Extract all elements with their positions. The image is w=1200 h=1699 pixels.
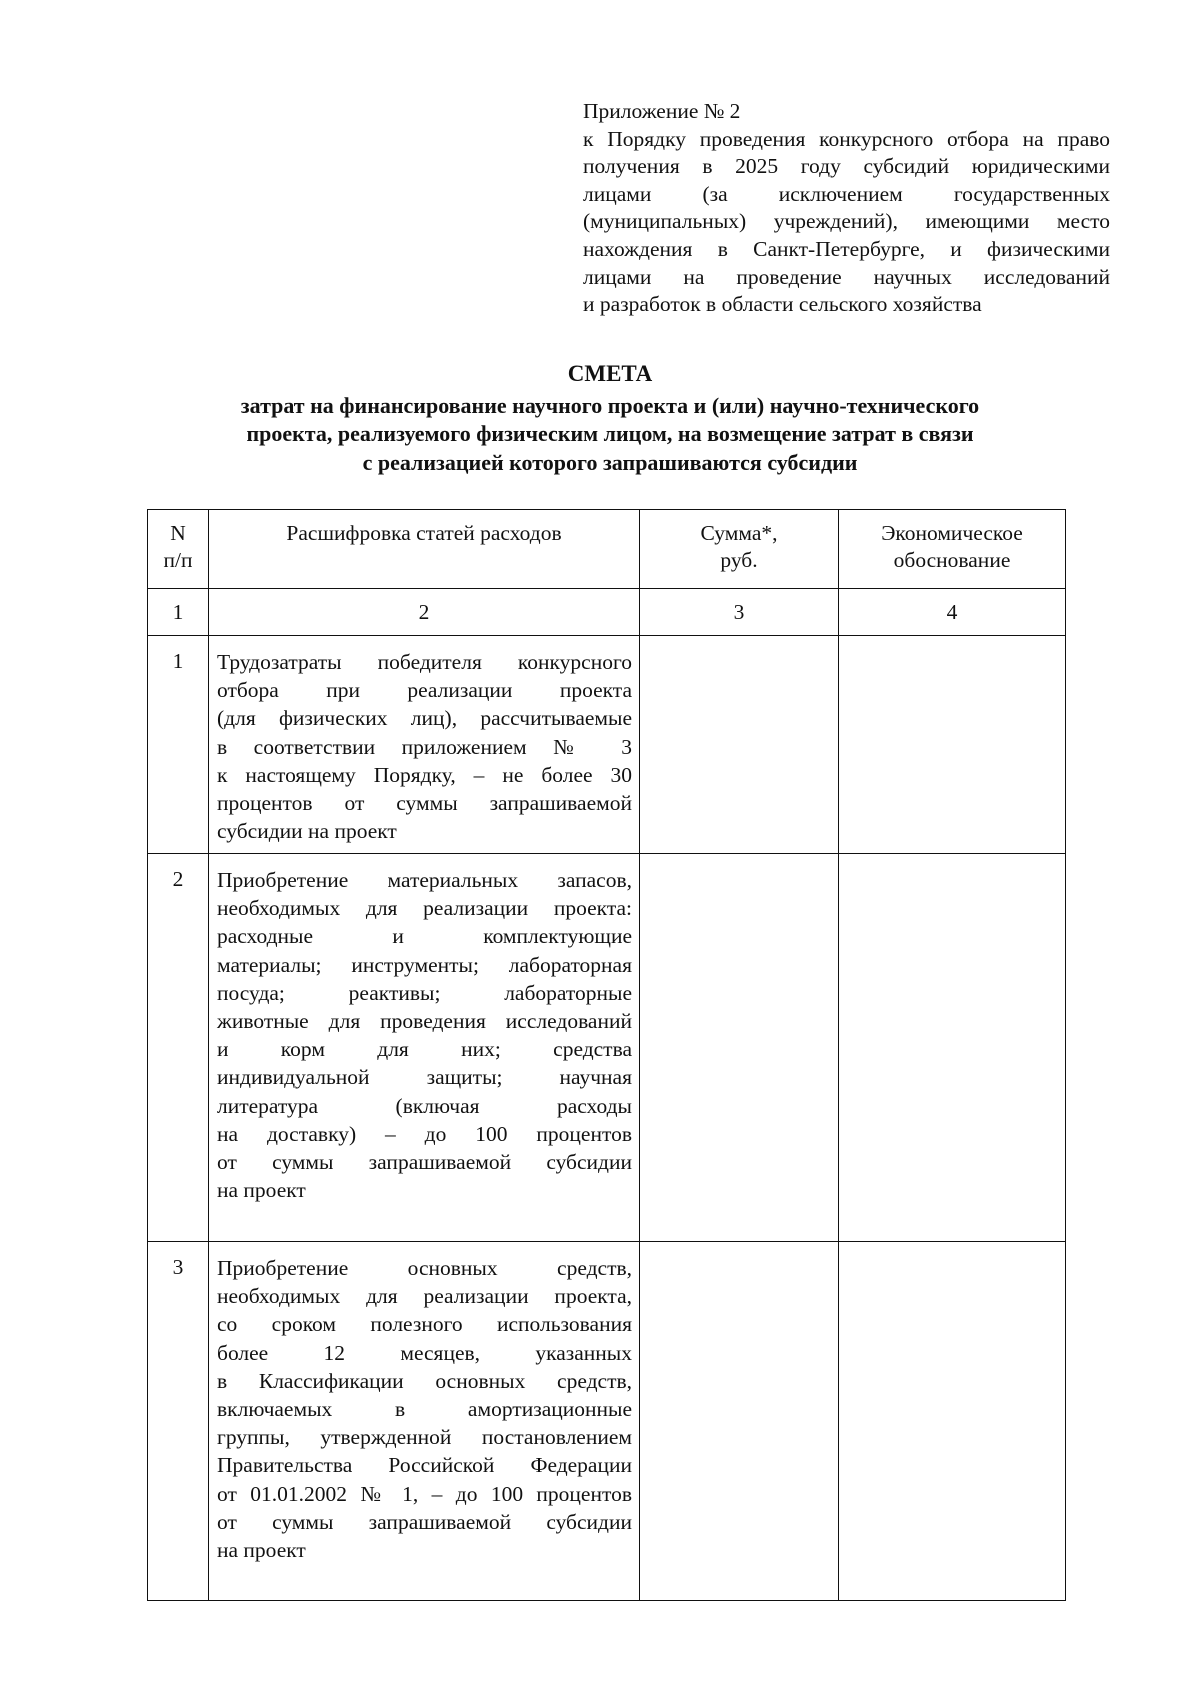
appendix-line: к Порядку проведения конкурсного отбора на право	[583, 126, 1110, 151]
description-line: литература (включая расходы	[217, 1093, 632, 1118]
appendix-line: нахождения в Санкт-Петербурге, и физическими	[583, 236, 1110, 261]
table-row	[148, 636, 1066, 854]
column-number: 1	[148, 589, 209, 636]
row-number: 2	[148, 854, 209, 1242]
description-line: индивидуальной защиты; научная	[217, 1065, 632, 1090]
header-description	[209, 510, 640, 589]
header-text: Расшифровка статей расходов	[286, 521, 562, 545]
row-sum-cell	[640, 854, 839, 1242]
appendix-line: (муниципальных) учреждений), имеющими место	[583, 209, 1110, 234]
description-line: Приобретение основных средств,	[217, 1256, 632, 1280]
row-description	[209, 636, 640, 854]
header-justification	[839, 510, 1066, 589]
header-number	[148, 510, 209, 589]
title-subline: затрат на финансирование научного проекта и (или) научно-технического	[240, 392, 980, 418]
description-line: к настоящему Порядку, – не более 30	[217, 762, 632, 787]
appendix-line: получения в 2025 году субсидий юридическими	[583, 154, 1110, 179]
column-number: 4	[839, 589, 1066, 636]
appendix-line: лицами (за исключением государственных	[583, 181, 1110, 206]
appendix-header	[583, 98, 1110, 319]
appendix-line: лицами на проведение научных исследований	[583, 264, 1110, 289]
header-text: Экономическое	[881, 521, 1023, 545]
title-subline: с реализацией которого запрашиваются субсидии	[362, 449, 858, 475]
description-line: субсидии на проект	[217, 819, 397, 844]
description-line: от 01.01.2002 № 1, – до 100 процентов	[217, 1481, 632, 1506]
description-line: (для физических лиц), рассчитываемые	[217, 706, 632, 731]
row-sum-cell	[640, 636, 839, 854]
column-number: 2	[209, 589, 640, 636]
description-line: отбора при реализации проекта	[217, 678, 632, 703]
header-text: Сумма*,	[700, 521, 778, 545]
description-line: Трудозатраты победителя конкурсного	[217, 650, 632, 674]
table-header-row	[148, 510, 1066, 589]
description-line: на проект	[217, 1538, 306, 1563]
description-line: от суммы запрашиваемой субсидии	[217, 1509, 632, 1534]
title-main: СМЕТА	[567, 361, 653, 386]
appendix-line: Приложение № 2	[583, 99, 741, 123]
description-line: в Классификации основных средств,	[217, 1368, 632, 1393]
description-line: от суммы запрашиваемой субсидии	[217, 1150, 632, 1175]
header-sum	[640, 510, 839, 589]
description-line: со сроком полезного использования	[217, 1312, 632, 1337]
row-description	[209, 1242, 640, 1601]
description-line: необходимых для реализации проекта,	[217, 1284, 632, 1309]
row-description	[209, 854, 640, 1242]
description-line: Правительства Российской Федерации	[217, 1453, 632, 1478]
header-text: N	[170, 521, 186, 545]
column-numbers-row	[148, 589, 1066, 636]
description-line: включаемых в амортизационные	[217, 1397, 632, 1422]
row-justification-cell	[839, 636, 1066, 854]
row-justification-cell	[839, 854, 1066, 1242]
description-line: материалы; инструменты; лабораторная	[217, 952, 632, 977]
appendix-line: и разработок в области сельского хозяйства	[583, 292, 982, 317]
description-line: животные для проведения исследований	[217, 1009, 632, 1034]
description-line: группы, утвержденной постановлением	[217, 1425, 632, 1450]
column-number: 3	[640, 589, 839, 636]
description-line: процентов от суммы запрашиваемой	[217, 791, 632, 816]
description-line: расходные и комплектующие	[217, 924, 632, 949]
estimate-table	[147, 509, 1066, 1601]
description-line: посуда; реактивы; лабораторные	[217, 980, 632, 1005]
row-number: 3	[148, 1242, 209, 1601]
document-title	[150, 360, 1070, 477]
description-line: на проект	[217, 1178, 306, 1203]
row-number: 1	[148, 636, 209, 854]
row-justification-cell	[839, 1242, 1066, 1601]
description-line: в соответствии приложением № 3	[217, 734, 632, 759]
description-line: на доставку) – до 100 процентов	[217, 1121, 632, 1146]
description-line: необходимых для реализации проекта:	[217, 896, 632, 921]
description-line: более 12 месяцев, указанных	[217, 1340, 632, 1365]
description-line: и корм для них; средства	[217, 1037, 632, 1062]
title-subline: проекта, реализуемого физическим лицом, на возмещение затрат в связи	[246, 421, 974, 446]
table-row	[148, 854, 1066, 1242]
header-text: п/п	[163, 548, 193, 572]
table-row	[148, 1242, 1066, 1601]
header-text: обоснование	[893, 548, 1011, 572]
header-text: руб.	[720, 548, 758, 572]
row-sum-cell	[640, 1242, 839, 1601]
description-line: Приобретение материальных запасов,	[217, 868, 632, 892]
